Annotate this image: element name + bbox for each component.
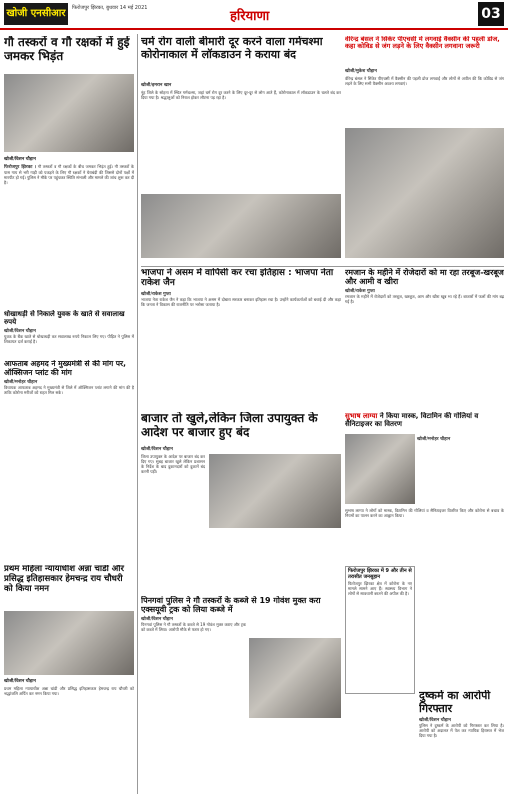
story-photo [249,638,341,718]
byline: खोजी/इमरान खान [141,83,172,88]
photo-caption: खोजी/विशन चौहान [4,157,36,162]
byline: खोजी/राकेश गुप्ता [141,291,171,297]
story-cow-smugglers [4,36,134,306]
headline: वीरेन्द्र बंसल ने सिंकेर पीएचसी में लगवाई वैक्सीन की पहली डोज, कहा कोविड से जंग लड़ने के लिए वैक्सीन लगवाना जरूरी [345,36,500,51]
story-market-closed [141,412,341,592]
story-photo [209,454,341,528]
story-body [4,164,134,304]
story-oxygen [4,360,134,560]
story-text: प्रथम महिला न्यायाधीश अन्ना चांडी और प्रसिद्ध इतिहासकार हेमचन्द्र राय चौधरी को श्रद्धांजलि अर्पित कर नमन किया गया। [4,686,134,696]
story-text: गौ तस्करों व गौ रक्षकों के बीच जमकर भिड़ंत हुई। गौ तस्करों के पास गाय से भरी गाड़ी को पकड़ने के लिए गौ रक्षकों ने घेराबंदी की जिससे दोनों पक्षों में मारपीट हो गई। पुलिस ने मौके पर पहुंचकर स्थिति संभाली और मामले की जांच शुरू कर दी है। [4,164,134,185]
photo-caption: खोजी/विशन चौहान [4,679,36,684]
newspaper-logo: खोजी एनसीआर [4,3,68,25]
section-rule [141,266,504,267]
story-accused-arrested [419,690,504,796]
story-thieves [4,310,134,356]
column-rule [137,34,138,794]
story-text: सुभाष लाग्या ने लोगों को मास्क, विटामिन की गोलियां व सैनिटाइजर वितरित किए और कोरोना से बचाव के नियमों का पालन करने का आह्वान किया। [345,508,504,518]
story-vaccine [345,36,504,264]
headline: भाजपा ने असम में वापिसी कर रचा इतिहास : भाजपा नेता राकेश जैन [141,268,334,289]
story-text: विधायक आफताब अहमद ने मुख्यमंत्री से जिले में ऑक्सिजन प्लांट लगाने की मांग की है ताकि कोरोना मरीजों को राहत मिल सके। [4,385,134,396]
masthead [0,0,508,30]
dateline: फिरोजपुर झिरका, बुधवार 14 मई 2021 [72,5,148,11]
story-text: फिरोजपुर झिरका क्षेत्र में कोरोना के नए मामले सामने आए हैं। स्वास्थ्य विभाग ने लोगों से सावधानी बरतने की अपील की है। [348,580,412,596]
story-photo [141,194,341,258]
story-photo [345,128,504,258]
story-ramzan [345,268,504,408]
headline: प्रथम महिला न्यायाधीश अन्ना चांडी और प्रसिद्ध इतिहासकार हेमचन्द्र राय चौधरी को किया नमन [4,565,124,594]
headline: धोखाधड़ी से निकाले युवक के खाते से सवालाख रुपये [4,310,125,327]
headline-rest: ने किया मास्क, विटामिन की गोलियां व सैनिटाइजर का वितरण [345,412,479,429]
byline: खोजी/मनोहर चौहान [417,437,451,442]
story-photo [4,74,134,152]
headline: चर्म रोग वाली बीमारी दूर करने वाला गर्मचश्मा कोरोनाकाल में लॉकडाउन ने कराया बंद [141,36,323,61]
byline: फिरोजपुर झिरका । [4,165,37,170]
headline: फिरोजपुर झिरका में 9 और तीन से तरासीत जनसुहान [348,568,412,580]
headline-highlight: सुभाष लाग्या [345,412,378,420]
headline: दुष्कर्म का आरोपी गिरफ्तार [419,690,491,715]
story-sidebar [345,566,415,694]
byline: खोजी/विशन चौहान [141,617,173,623]
page-number: 03 [478,2,504,26]
story-pinangwa-police [141,596,341,796]
headline: आफताब अहमद ने मुख्यमंत्री से की मांग पर, ऑक्सिजन प्लांट की मांग [4,360,126,377]
story-text: भाजपा नेता राकेश जैन ने कहा कि भाजपा ने असम में दोबारा सरकार बनाकर इतिहास रचा है। उन्होंने कार्यकर्ताओं को बधाई दी और कहा कि जनता ने विकास की राजनीति पर भरोसा जताया है। [141,296,341,307]
story-hot-spring [141,36,341,264]
headline: पिनगवां पुलिस ने गौ तस्करों के कब्जे से 19 गोवंश मुक्त करा एक्सयूवी ट्रक को लिया कब्जे में [141,596,321,615]
byline: खोजी/मनोहर चौहान [4,380,38,386]
byline: खोजी/विशन चौहान [419,718,451,724]
byline: खोजी/राकेश गुप्ता [345,289,375,295]
story-text: युवक के बैंक खाते से धोखाधड़ी कर सवालाख रुपये निकाल लिए गए। पीड़ित ने पुलिस में शिकायत दर्ज कराई है। [4,334,134,345]
headline [345,412,504,428]
story-photo [4,611,134,675]
headline: बाजार तो खुले,लेकिन जिला उपायुक्त के आदेश पर बाजार हुए बंद [141,412,318,439]
story-text: पिनगवां पुलिस ने गौ तस्करों के कब्जे से 19 गोवंश मुक्त कराए और ट्रक को कब्जे में लिया। आरोपी मौके से फरार हो गए। [141,622,246,633]
headline: रमजान के महीने में रोजेदारों को मा रहा तरबूज-खरबूज और आमी व खीरा [345,268,504,287]
story-mask-distribution [345,412,504,562]
byline: खोजी/विशन चौहान [141,447,173,452]
story-photo [345,434,415,504]
story-first-woman-judge [4,565,134,797]
story-text: पुलिस ने दुष्कर्म के आरोपी को गिरफ्तार कर लिया है। आरोपी को अदालत में पेश कर न्यायिक हिरासत में भेज दिया गया है। [419,723,504,739]
headline: गौ तस्करों व गौ रक्षकों में हुई जमकर भिड़ंत [4,36,130,63]
story-text: रमजान के महीने में रोजेदारों को तरबूज, खरबूज, आम और खीरा खूब भा रहे हैं। बाजारों में फलों की मांग बढ़ गई है। [345,294,504,305]
byline: खोजी/मुकेश चौहान [345,69,377,74]
section-title: हरियाणा [230,9,270,24]
story-text: नूंह जिले के सोहना में स्थित गर्मचश्मा, जहां चर्म रोग दूर करने के लिए दूर-दूर से लोग आते हैं, कोरोनाकाल में लॉकडाउन के चलते बंद कर दिया गया है। श्रद्धालुओं को निराश होकर लौटना पड़ रहा है। [141,90,341,100]
story-text: वीरेन्द्र बंसल ने सिंकेर पीएचसी में वैक्सीन की पहली डोज लगवाई और लोगों से अपील की कि कोविड से जंग लड़ने के लिए सभी वैक्सीन अवश्य लगवाएं। [345,76,504,86]
byline: खोजी/विशन चौहान [4,329,36,335]
story-text: जिला उपायुक्त के आदेश पर बाजार बंद कर दिए गए। सुबह बाजार खुले लेकिन प्रशासन के निर्देश के बाद दुकानदारों को दुकानें बंद करनी पड़ीं। [141,454,205,474]
story-bjp-assam [141,268,341,408]
